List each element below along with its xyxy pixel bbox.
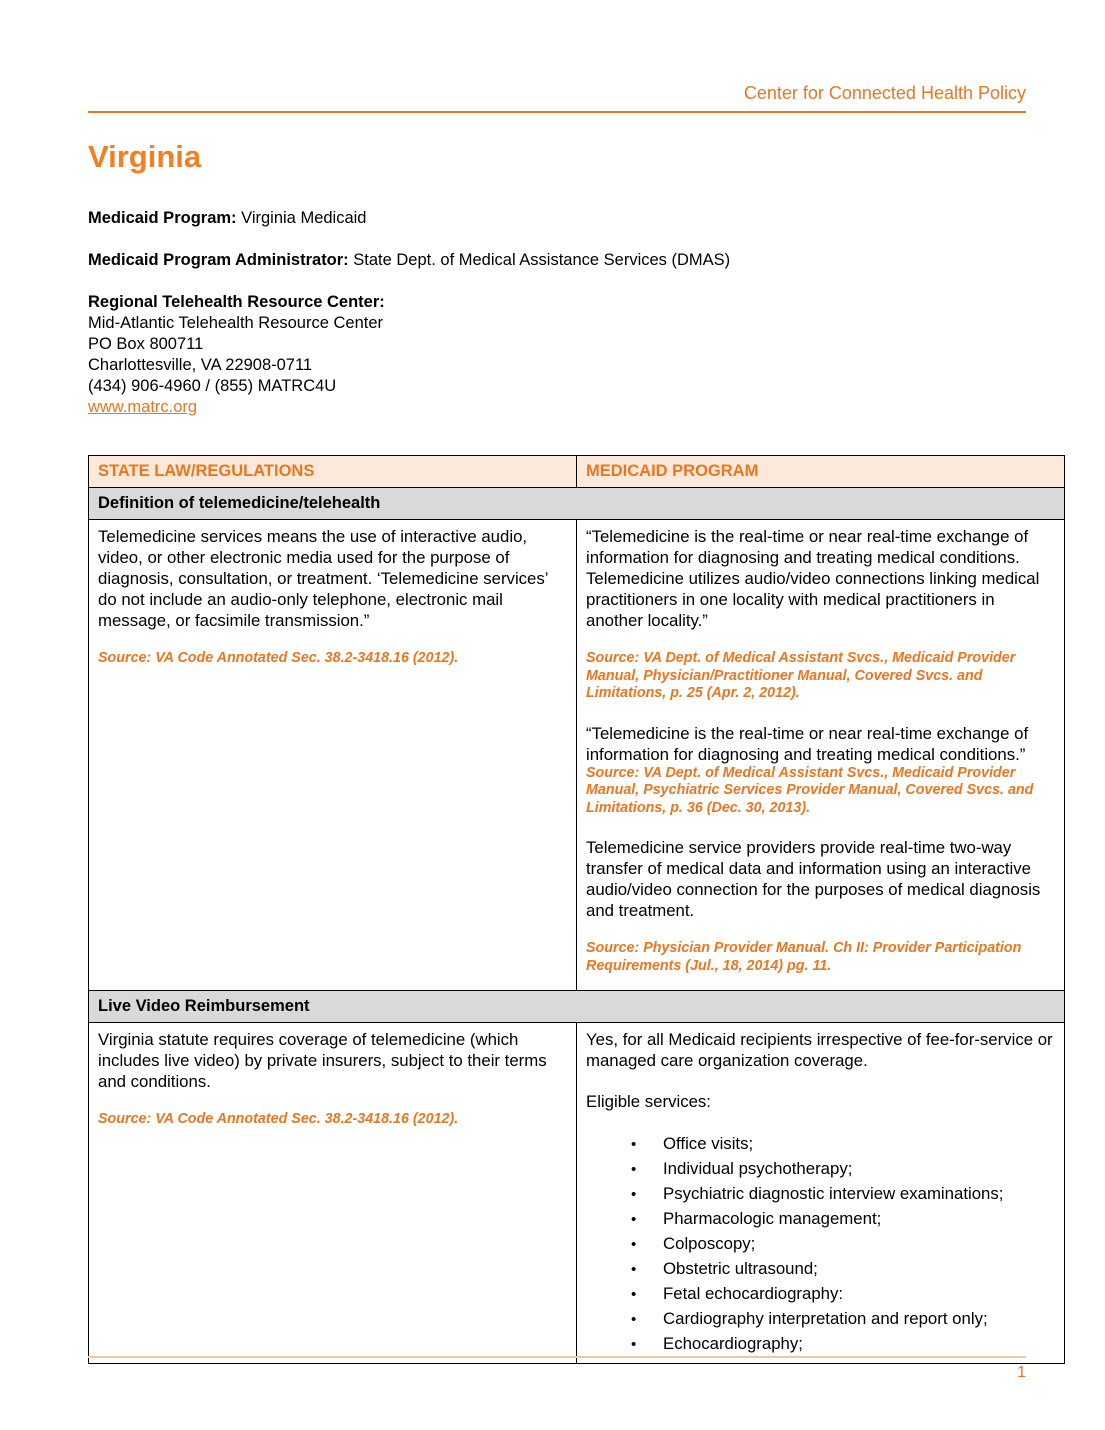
section-header-row xyxy=(89,488,1065,520)
cell-paragraph: “Telemedicine is the real-time or near real-time exchange of information for diagnosing and treating medical conditions. Telemedicine utilizes audio/video connections linking medical practitioners in one locality with medical practitioners in another locality.” xyxy=(586,527,1040,630)
cell-definition-medicaid xyxy=(577,520,1065,991)
matrc-link[interactable]: www.matrc.org xyxy=(88,398,198,416)
policy-table xyxy=(88,455,1065,1364)
rthc-label: Regional Telehealth Resource Center: xyxy=(88,293,385,311)
cell-paragraph: Yes, for all Medicaid recipients irrespective of fee-for-service or managed care organization coverage. xyxy=(586,1030,1053,1070)
bullet-item: • Echocardiography; xyxy=(631,1332,1055,1357)
bullet-list xyxy=(586,1132,1055,1357)
source-citation: Source: VA Code Annotated Sec. 38.2-3418.16 (2012). xyxy=(98,650,459,666)
source-citation: Source: Physician Provider Manual. Ch II: Provider Participation Requirements (Jul., 18, 2014) pg. 11. xyxy=(586,940,1022,974)
cell-live-video-medicaid xyxy=(577,1023,1065,1364)
table-row xyxy=(89,1023,1065,1364)
document-page xyxy=(88,0,1053,1364)
administrator-value: State Dept. of Medical Assistance Services (DMAS) xyxy=(348,251,731,269)
source-citation: Source: VA Code Annotated Sec. 38.2-3418.16 (2012). xyxy=(98,1111,459,1127)
administrator-label: Medicaid Program Administrator: xyxy=(88,251,349,269)
cell-paragraph: Virginia statute requires coverage of telemedicine (which includes live video) by private insurers, subject to their terms and conditions. xyxy=(98,1030,547,1091)
medicaid-program-value: Virginia Medicaid xyxy=(236,209,367,227)
page-number: 1 xyxy=(1017,1364,1026,1381)
page-title: Virginia xyxy=(88,139,202,174)
document-footer xyxy=(88,1356,1026,1382)
document-header xyxy=(88,0,1026,113)
header-brand: Center for Connected Health Policy xyxy=(743,83,1026,103)
rthc-city-line: Charlottesville, VA 22908-0711 xyxy=(88,356,313,374)
cell-paragraph: “Telemedicine is the real-time or near real-time exchange of information for diagnosing and treating medical conditions.” xyxy=(586,723,1029,764)
table-header-row xyxy=(89,456,1065,488)
bullet-item: • Pharmacologic management; xyxy=(631,1207,1055,1232)
rthc-link-line xyxy=(88,397,1026,418)
bullet-item: • Individual psychotherapy; xyxy=(631,1157,1055,1182)
column-header-medicaid: MEDICAID PROGRAM xyxy=(577,456,1065,488)
cell-live-video-state-law xyxy=(89,1023,577,1364)
rthc-label-line xyxy=(88,292,1026,313)
section-header-definition: Definition of telemedicine/telehealth xyxy=(89,488,1065,520)
rthc-org-line: Mid-Atlantic Telehealth Resource Center xyxy=(88,314,384,332)
rthc-phone-line: (434) 906-4960 / (855) MATRC4U xyxy=(88,377,337,395)
administrator-line xyxy=(88,250,1026,271)
column-header-state-law: STATE LAW/REGULATIONS xyxy=(89,456,577,488)
bullet-item: • Psychiatric diagnostic interview examinations; xyxy=(631,1182,1055,1207)
section-header-live-video: Live Video Reimbursement xyxy=(89,991,1065,1023)
bullet-item: • Obstetric ultrasound; xyxy=(631,1257,1055,1282)
section-header-row xyxy=(89,991,1065,1023)
cell-definition-state-law xyxy=(89,520,577,991)
rthc-pobox-line: PO Box 800711 xyxy=(88,335,204,353)
medicaid-program-label: Medicaid Program: xyxy=(88,209,237,227)
bullet-item: • Cardiography interpretation and report only; xyxy=(631,1307,1055,1332)
medicaid-program-line xyxy=(88,208,1026,229)
source-citation: Source: VA Dept. of Medical Assistant Svcs., Medicaid Provider Manual, Physician/Practitioner Manual, Covered Svcs. and Limitations, p. 25 (Apr. 2, 2012). xyxy=(586,650,1016,701)
bullet-item: • Colposcopy; xyxy=(631,1232,1055,1257)
bullet-item: • Office visits; xyxy=(631,1132,1055,1157)
bullet-item: • Fetal echocardiography: xyxy=(631,1282,1055,1307)
cell-paragraph: Telemedicine service providers provide real-time two-way transfer of medical data and information using an interactive audio/video connection for the purposes of medical diagnosis and treatment. xyxy=(586,838,1041,920)
cell-paragraph: Eligible services: xyxy=(586,1092,711,1111)
cell-paragraph: Telemedicine services means the use of interactive audio, video, or other electronic media used for the purpose of diagnosis, consultation, or treatment. ‘Telemedicine services’ do not include an audio-only telephone, electronic mail message, or facsimile transmission.” xyxy=(98,527,548,630)
source-citation: Source: VA Dept. of Medical Assistant Svcs., Medicaid Provider Manual, Psychiatric Services Provider Manual, Covered Svcs. and Limitations, p. 36 (Dec. 30, 2013). xyxy=(586,764,1034,816)
info-block xyxy=(88,208,1026,418)
table-row xyxy=(89,520,1065,991)
